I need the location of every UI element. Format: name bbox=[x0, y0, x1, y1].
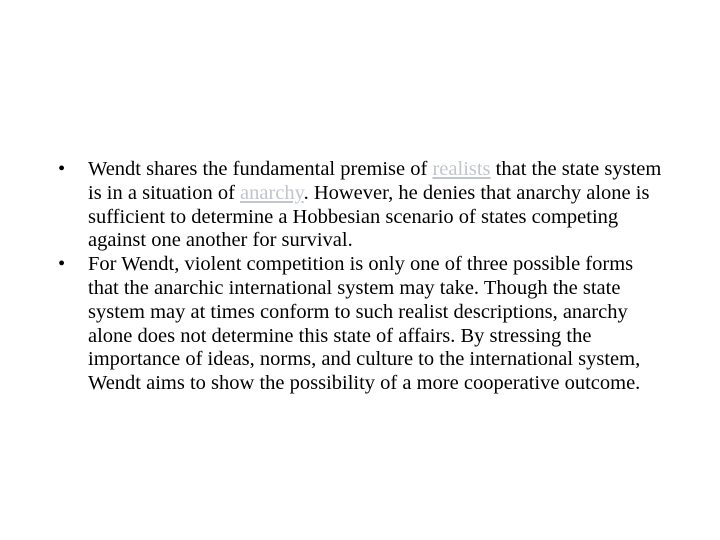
bullet-icon: • bbox=[58, 158, 66, 180]
bullet-text: . However, he denies that anarchy alone is sufficient to determine a Hobbesian scenario of states competing against one another for survival. bbox=[88, 181, 650, 252]
bullet-icon: • bbox=[58, 253, 66, 276]
anarchy-link[interactable]: anarchy bbox=[240, 181, 304, 204]
bullet-text: For Wendt, violent competition is only one of three possible forms that the anarchic international system may take. Though the state system may at times conform to such realist descriptions, anarchy alone does not determine this state of affairs. By stressing the importance of ideas, norms, and culture to the international system, Wendt aims to show the possibility of a more cooperative outcome. bbox=[88, 253, 641, 395]
realists-link[interactable]: realists bbox=[432, 158, 491, 180]
bullet-text: that the state system is in a situation of bbox=[88, 158, 662, 204]
bullet-item-violent-competition bbox=[58, 253, 668, 396]
bullet-item-wendt-premise bbox=[58, 158, 668, 253]
bullet-list bbox=[58, 158, 668, 396]
bullet-text: Wendt shares the fundamental premise of bbox=[88, 158, 433, 180]
